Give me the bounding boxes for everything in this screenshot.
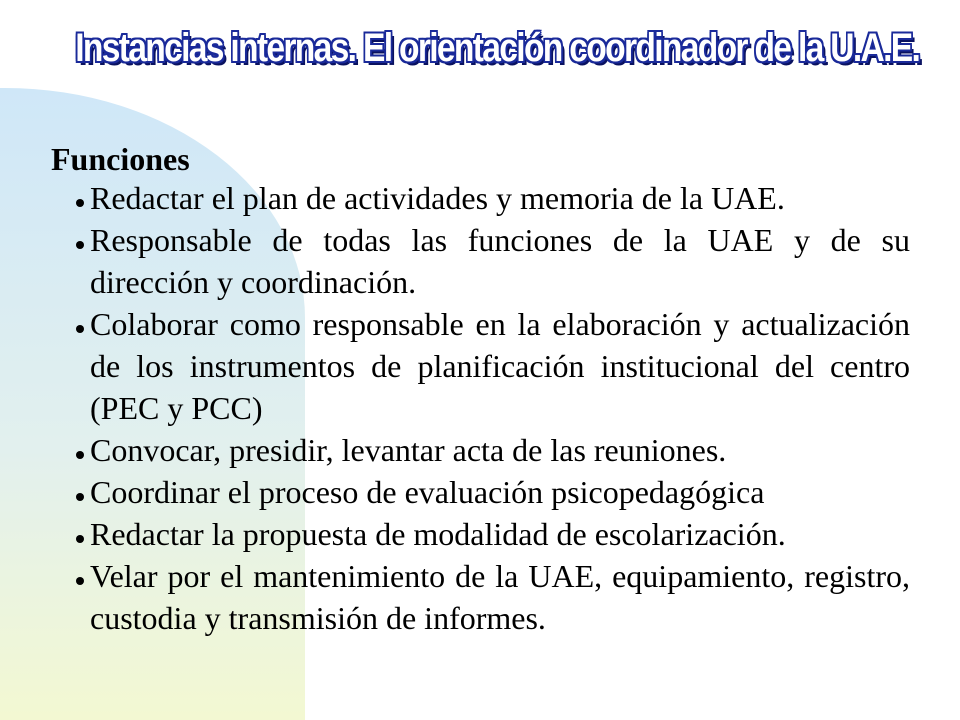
functions-list xyxy=(50,177,910,639)
bullet-icon xyxy=(76,577,84,585)
list-item-text: Convocar, presidir, levantar acta de las reuniones. xyxy=(90,432,727,468)
bullet-icon xyxy=(76,451,84,459)
bullet-icon xyxy=(76,199,84,207)
list-item xyxy=(50,429,910,471)
list-item-text: Redactar la propuesta de modalidad de escolarización. xyxy=(90,516,786,552)
bullet-icon xyxy=(76,493,84,501)
slide-body xyxy=(50,141,910,639)
bullet-icon xyxy=(76,241,84,249)
list-item-text: Coordinar el proceso de evaluación psicopedagógica xyxy=(90,474,765,510)
list-item xyxy=(50,471,910,513)
list-item-text: Colaborar como responsable en la elaboración y actualización de los instrumentos de planificación institucional del centro (PEC y PCC) xyxy=(90,306,910,426)
section-heading: Funciones xyxy=(51,141,190,177)
list-item xyxy=(50,177,910,219)
list-item xyxy=(50,513,910,555)
list-item xyxy=(50,303,910,429)
slide-title: Instancias internas. El orientación coordinador de la U.A.E. xyxy=(75,26,920,70)
list-item-text: Redactar el plan de actividades y memoria de la UAE. xyxy=(90,180,785,216)
bullet-icon xyxy=(76,325,84,333)
list-item-text: Velar por el mantenimiento de la UAE, equipamiento, registro, custodia y transmisión de informes. xyxy=(90,558,910,636)
list-item xyxy=(50,219,910,303)
list-item-text: Responsable de todas las funciones de la UAE y de su dirección y coordinación. xyxy=(90,222,910,300)
bullet-icon xyxy=(76,535,84,543)
list-item xyxy=(50,555,910,639)
